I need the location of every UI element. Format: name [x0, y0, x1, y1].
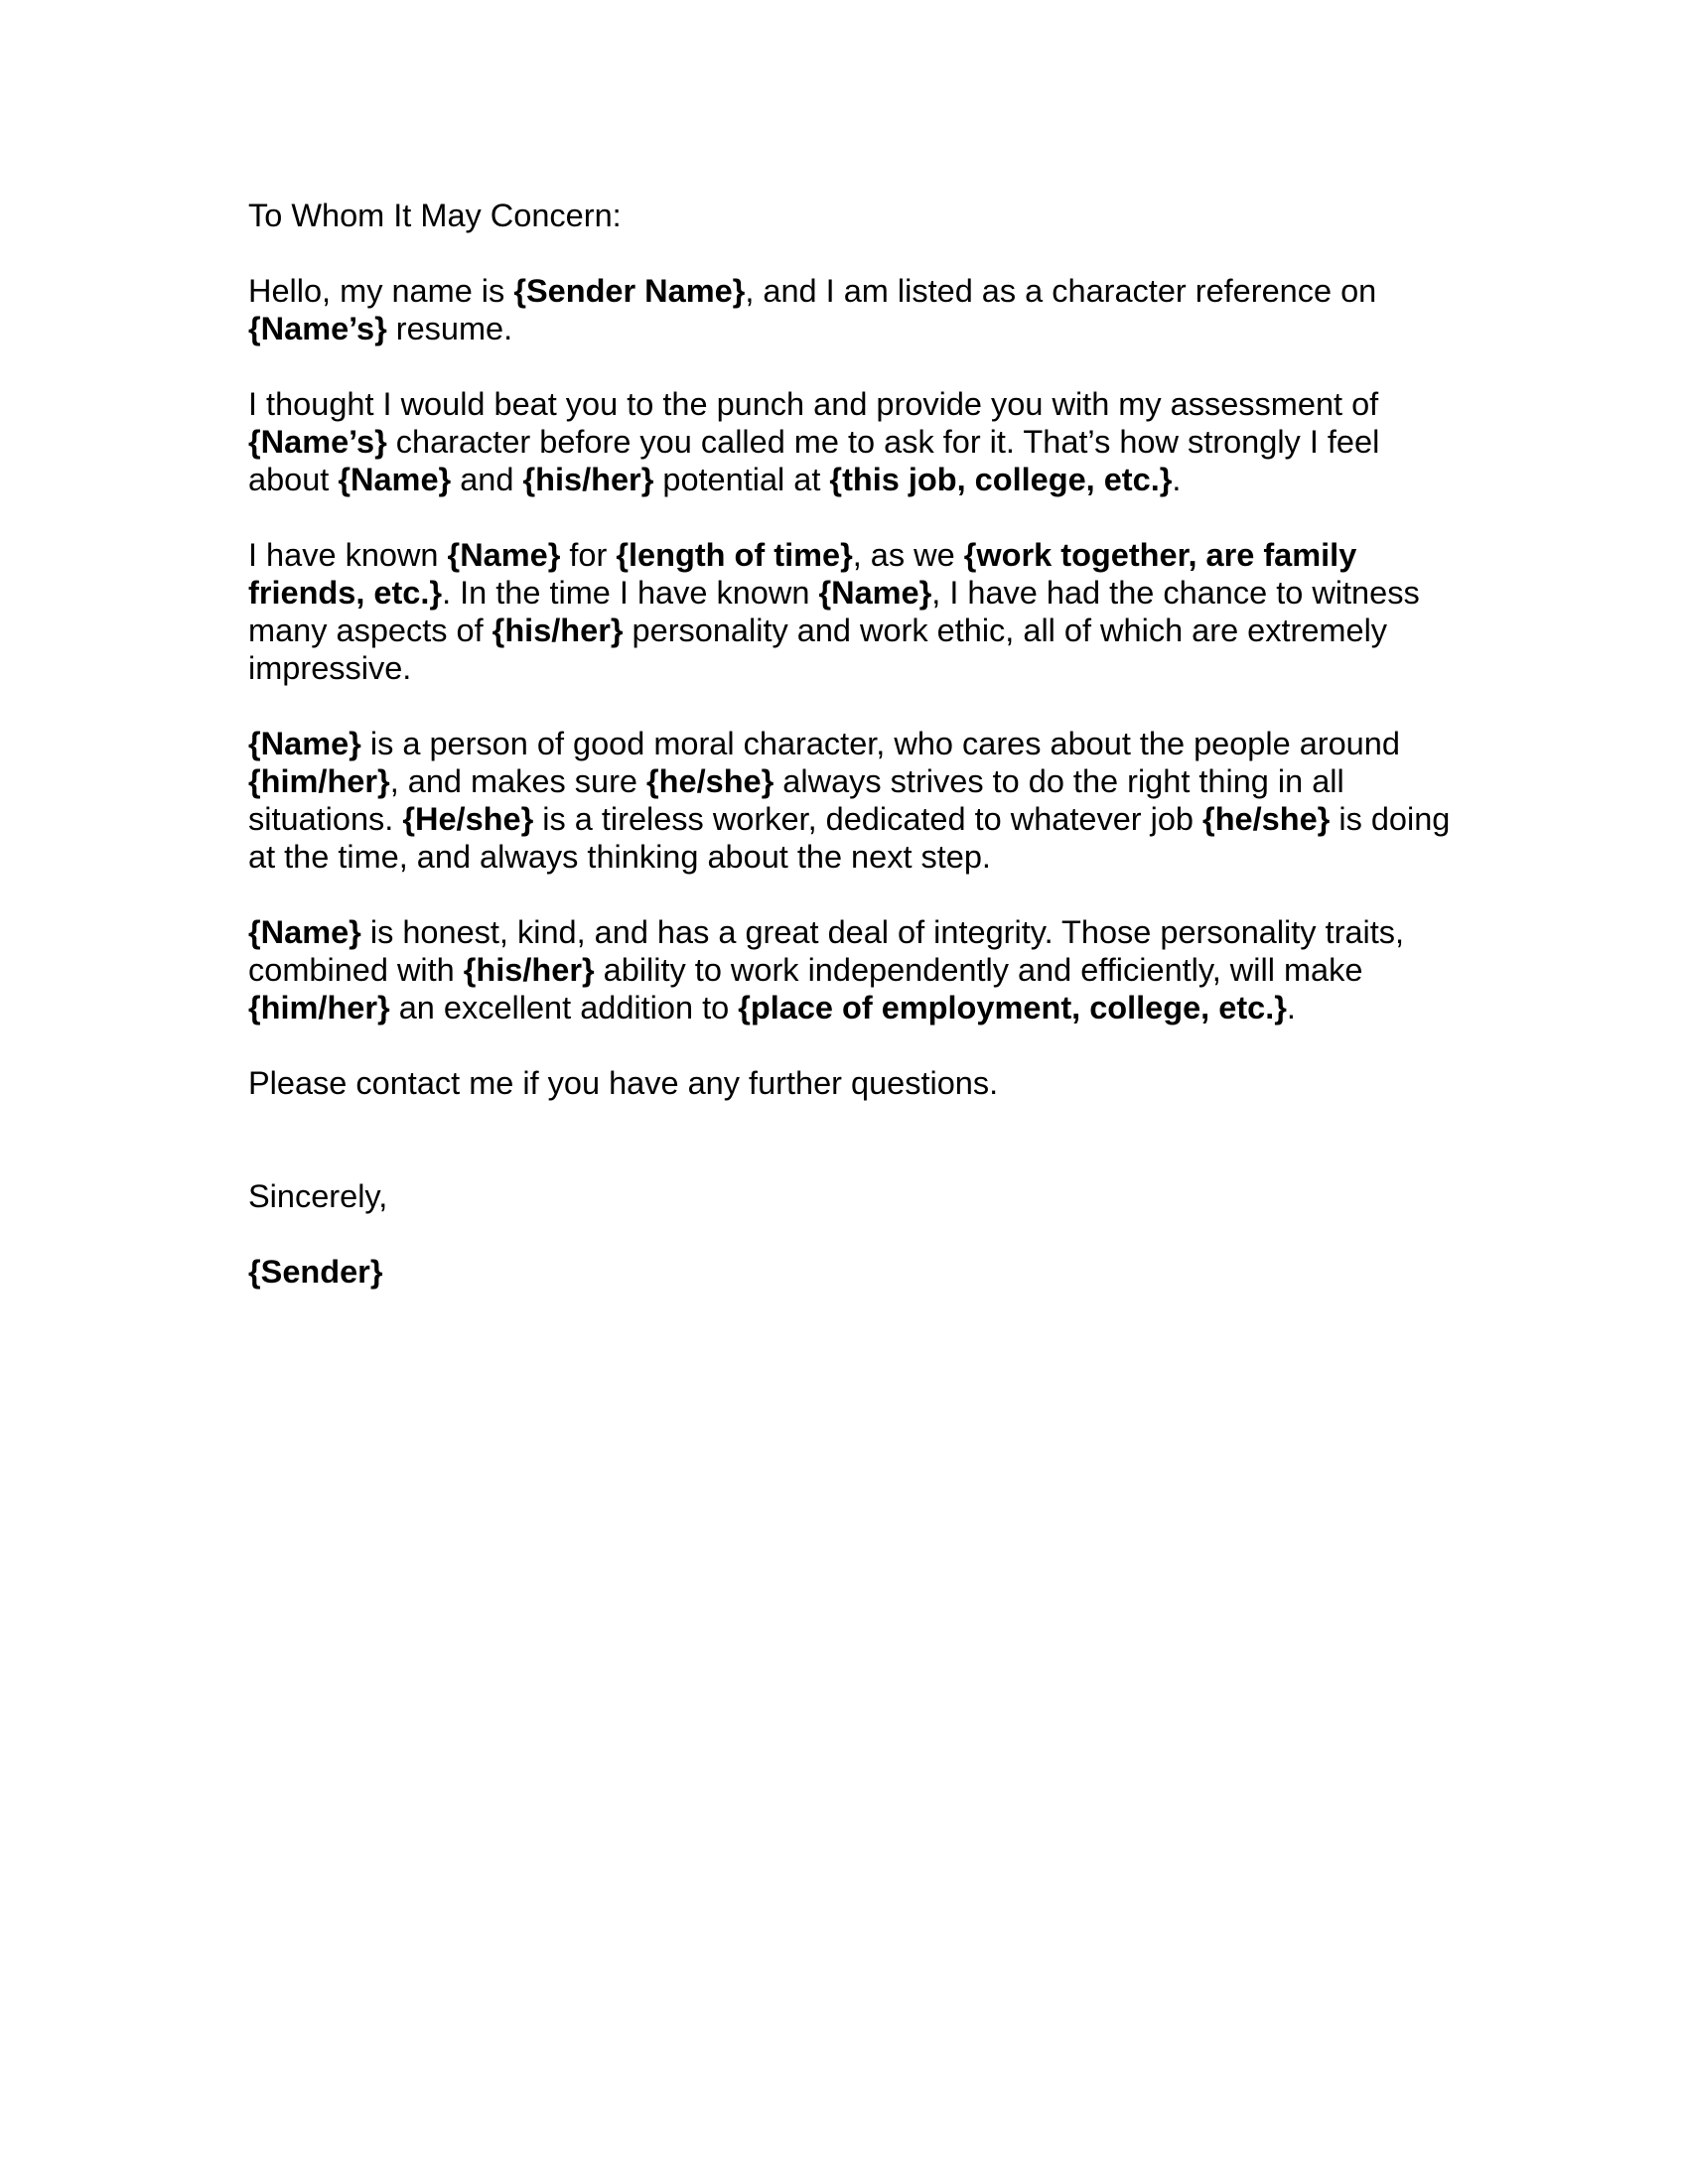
paragraph-text: an excellent addition to	[389, 990, 739, 1025]
paragraph-text: , and makes sure	[389, 763, 647, 799]
closing: Sincerely,	[248, 1178, 388, 1214]
placeholder-field: {Sender Name}	[513, 273, 746, 309]
letter-body	[248, 197, 1460, 1328]
placeholder-field: {him/her}	[248, 763, 390, 799]
placeholder-field: {He/she}	[402, 801, 534, 837]
body-paragraph-3	[248, 536, 1460, 687]
closing-request: Please contact me if you have any further questions.	[248, 1065, 999, 1101]
placeholder-field: {length of time}	[616, 537, 853, 573]
placeholder-field: {him/her}	[248, 990, 390, 1025]
paragraph-text: . In the time I have known	[442, 575, 819, 611]
placeholder-field: {Name}	[248, 726, 361, 761]
body-paragraph-1	[248, 272, 1460, 347]
paragraph-text: I thought I would beat you to the punch and provide you with my assessment of	[248, 386, 1379, 422]
signature: {Sender}	[248, 1254, 383, 1290]
paragraph-text: , I have had the chance to witness many aspects of	[248, 575, 1420, 648]
paragraph-text: .	[1172, 462, 1182, 497]
paragraph-text: for	[560, 537, 617, 573]
placeholder-field: {place of employment, college, etc.}	[738, 990, 1287, 1025]
placeholder-field: {Name}	[818, 575, 932, 611]
paragraph-text: ability to work independently and efficiently, will make	[594, 952, 1363, 988]
paragraph-text: personality and work ethic, all of which are extremely impressive.	[248, 613, 1388, 686]
paragraph-text: is a tireless worker, dedicated to whatever job	[533, 801, 1203, 837]
salutation: To Whom It May Concern:	[248, 198, 622, 233]
placeholder-field: {this job, college, etc.}	[829, 462, 1173, 497]
paragraph-text: is doing at the time, and always thinking about the next step.	[248, 801, 1451, 875]
paragraph-text: and	[451, 462, 523, 497]
body-paragraph-2	[248, 385, 1460, 498]
paragraph-text: , as we	[852, 537, 964, 573]
placeholder-field: {Name}	[338, 462, 452, 497]
paragraph-text: always strives to do the right thing in all situations.	[248, 763, 1344, 837]
paragraph-text: is a person of good moral character, who cares about the people around	[360, 726, 1400, 761]
placeholder-field: {Name’s}	[248, 311, 387, 346]
placeholder-field: {Name’s}	[248, 424, 387, 460]
placeholder-field: {he/she}	[646, 763, 774, 799]
placeholder-field: {he/she}	[1202, 801, 1331, 837]
body-paragraph-4	[248, 725, 1460, 876]
paragraph-text: .	[1286, 990, 1296, 1025]
paragraph-text: is honest, kind, and has a great deal of integrity. Those personality traits, combined with	[248, 914, 1405, 988]
body-paragraph-5	[248, 913, 1460, 1026]
paragraph-text: , and I am listed as a character reference on	[745, 273, 1377, 309]
placeholder-field: {his/her}	[463, 952, 595, 988]
paragraph-text: character before you called me to ask for it. That’s how strongly I feel about	[248, 424, 1380, 497]
placeholder-field: {his/her}	[522, 462, 654, 497]
placeholder-field: {Name}	[248, 914, 361, 950]
placeholder-field: {his/her}	[492, 613, 624, 648]
paragraph-text: Hello, my name is	[248, 273, 514, 309]
paragraph-text: I have known	[248, 537, 448, 573]
paragraph-text: resume.	[386, 311, 513, 346]
placeholder-field: {Name}	[447, 537, 561, 573]
paragraph-text: potential at	[653, 462, 830, 497]
placeholder-field: {work together, are family friends, etc.}	[248, 537, 1357, 611]
